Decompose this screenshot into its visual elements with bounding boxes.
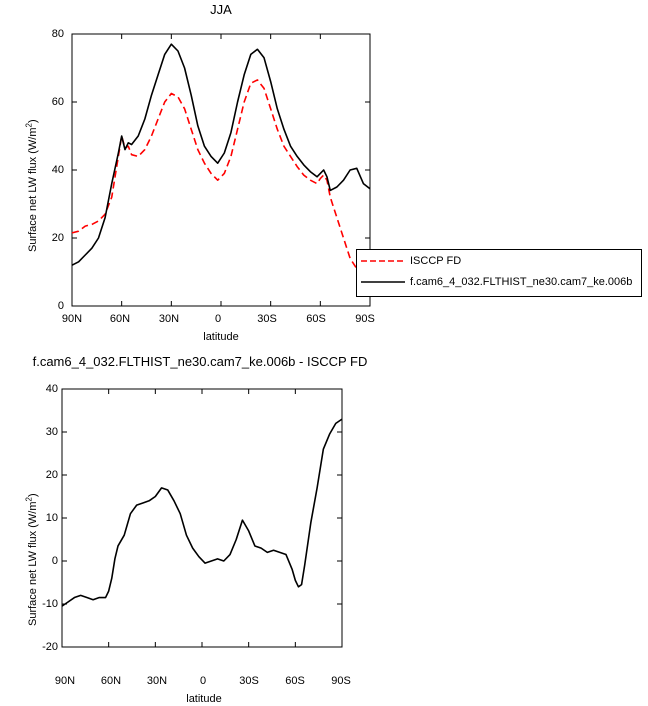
- bottom-chart-ytick-20: 20: [45, 469, 58, 481]
- top-chart-xtick-60S: 60S: [306, 313, 326, 325]
- bottom-chart-y-axis-label-text: Surface net LW flux $(W/m^2)$: [24, 493, 39, 626]
- bottom-chart-xtick-30S: 30S: [239, 675, 259, 687]
- bottom-chart-plot-area: [0, 345, 648, 706]
- top-chart-x-axis-label: latitude: [203, 331, 239, 343]
- top-chart-xtick-60N: 60N: [109, 313, 131, 325]
- top-chart-xtick-30N: 30N: [158, 313, 180, 325]
- top-chart-title: JJA: [210, 2, 232, 17]
- bottom-chart-ytick-30: 30: [45, 426, 58, 438]
- bottom-chart-xtick-90N: 90N: [54, 675, 76, 687]
- top-chart-ytick-40: 40: [51, 164, 64, 176]
- bottom-chart-panel: [0, 345, 648, 706]
- bottom-chart-ytick-0: 0: [51, 555, 58, 567]
- bottom-chart-xtick-30N: 30N: [146, 675, 168, 687]
- top-chart-y-axis-label-text: Surface net LW flux $(W/m^2)$: [24, 119, 39, 252]
- top-chart-xtick-30S: 30S: [257, 313, 277, 325]
- bottom-chart-ytick-neg10: -10: [42, 598, 58, 610]
- legend-label-isccp: ISCCP FD: [410, 254, 462, 267]
- top-chart-xtick-0: 0: [214, 313, 222, 325]
- top-chart-ytick-20: 20: [51, 232, 64, 244]
- bottom-chart-ytick-neg20: -20: [42, 641, 58, 653]
- top-chart-ytick-60: 60: [51, 96, 64, 108]
- bottom-chart-ytick-40: 40: [45, 383, 58, 395]
- bottom-chart-xtick-60N: 60N: [100, 675, 122, 687]
- bottom-chart-x-axis-label: latitude: [186, 693, 222, 705]
- legend-item-isccp[interactable]: [357, 250, 641, 271]
- top-chart-legend: [356, 249, 642, 297]
- top-chart-ytick-80: 80: [51, 28, 64, 40]
- top-chart-xtick-90S: 90S: [355, 313, 375, 325]
- legend-item-model[interactable]: [357, 271, 641, 292]
- top-chart-ytick-0: 0: [57, 300, 64, 312]
- top-chart-panel: [0, 0, 648, 345]
- bottom-chart-xtick-0: 0: [199, 675, 207, 687]
- legend-line-sample-model: [361, 281, 405, 283]
- top-chart-xtick-90N: 90N: [61, 313, 83, 325]
- bottom-chart-ytick-10: 10: [45, 512, 58, 524]
- bottom-chart-xtick-60S: 60S: [285, 675, 305, 687]
- legend-line-sample-isccp: [361, 260, 405, 262]
- bottom-chart-xtick-90S: 90S: [331, 675, 351, 687]
- bottom-chart-title: f.cam6_4_032.FLTHIST_ne30.cam7_ke.006b - ISCCP FD: [32, 354, 368, 369]
- legend-label-model: f.cam6_4_032.FLTHIST_ne30.cam7_ke.006b: [410, 275, 633, 288]
